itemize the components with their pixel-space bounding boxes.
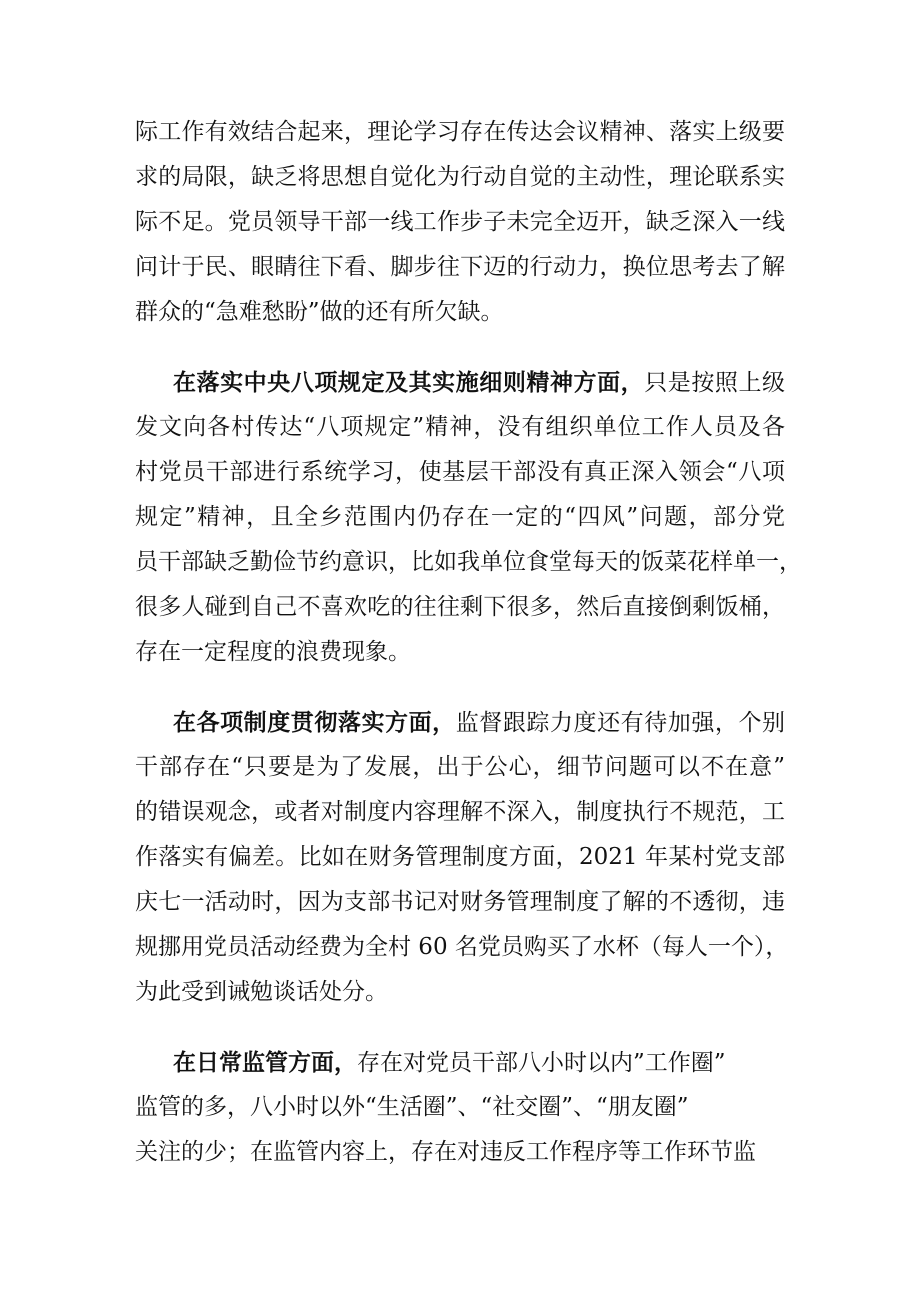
text-line: 作落实有偏差。比如在财务管理制度方面，2021 年某村党支部 [135, 844, 785, 870]
text-line: 很多人碰到自己不喜欢吃的往往剩下很多，然后直接倒剩饭桶， [135, 594, 785, 620]
text-line: 为此受到诫勉谈话处分。 [135, 979, 388, 1005]
text-line: 际不足。党员领导干部一线工作步子未完全迈开，缺乏深入一线 [135, 209, 785, 235]
text-line: 际工作有效结合起来，理论学习存在传达会议精神、落实上级要 [135, 119, 785, 145]
paragraph-first-line-text: 监督跟踪力度还有待加强，个别 [455, 710, 786, 736]
text-line: 群众的“急难愁盼”做的还有所欠缺。 [135, 299, 504, 325]
paragraph-first-line-text: 只是按照上级 [644, 370, 786, 396]
paragraph-theory-practice [135, 110, 785, 335]
document-body [135, 110, 802, 1175]
text-line: 关注的少；在监管内容上，存在对违反工作程序等工作环节监 [135, 1139, 756, 1165]
text-line: 监管的多，八小时以外“生活圈”、“社交圈”、“朋友圈” [135, 1094, 689, 1120]
paragraph-daily-supervision [135, 1040, 785, 1175]
paragraph-eight-regulations [135, 360, 802, 675]
text-line: 员干部缺乏勤俭节约意识，比如我单位食堂每天的饭菜花样单一， [135, 549, 802, 575]
paragraph-heading: 在日常监管方面， [173, 1049, 357, 1076]
text-line: 发文向各村传达“八项规定”精神，没有组织单位工作人员及各 [135, 414, 785, 440]
text-line: 存在一定程度的浪费现象。 [135, 639, 411, 665]
text-line [135, 700, 785, 745]
paragraph-first-line-text: 存在对党员干部八小时以内”工作圈” [357, 1050, 726, 1076]
text-line: 规挪用党员活动经费为全村 60 名党员购买了水杯（每人一个）， [135, 934, 789, 960]
text-line: 规定”精神，且全乡范围内仍存在一定的“四风”问题，部分党 [135, 504, 785, 530]
text-line: 问计于民、眼睛往下看、脚步往下迈的行动力，换位思考去了解 [135, 254, 785, 280]
paragraph-heading: 在各项制度贯彻落实方面， [173, 709, 456, 736]
text-line: 干部存在“只要是为了发展，出于公心，细节问题可以不在意” [135, 754, 785, 780]
text-line: 庆七一活动时，因为支部书记对财务管理制度了解的不透彻，违 [135, 889, 785, 915]
text-line [135, 1040, 785, 1085]
text-line: 村党员干部进行系统学习，使基层干部没有真正深入领会“八项 [135, 459, 785, 485]
paragraph-system-implementation [135, 700, 789, 1015]
paragraph-heading: 在落实中央八项规定及其实施细则精神方面， [173, 369, 645, 396]
text-line: 求的局限，缺乏将思想自觉化为行动自觉的主动性，理论联系实 [135, 164, 785, 190]
text-line: 的错误观念，或者对制度内容理解不深入，制度执行不规范，工 [135, 799, 785, 825]
text-line [135, 360, 785, 405]
